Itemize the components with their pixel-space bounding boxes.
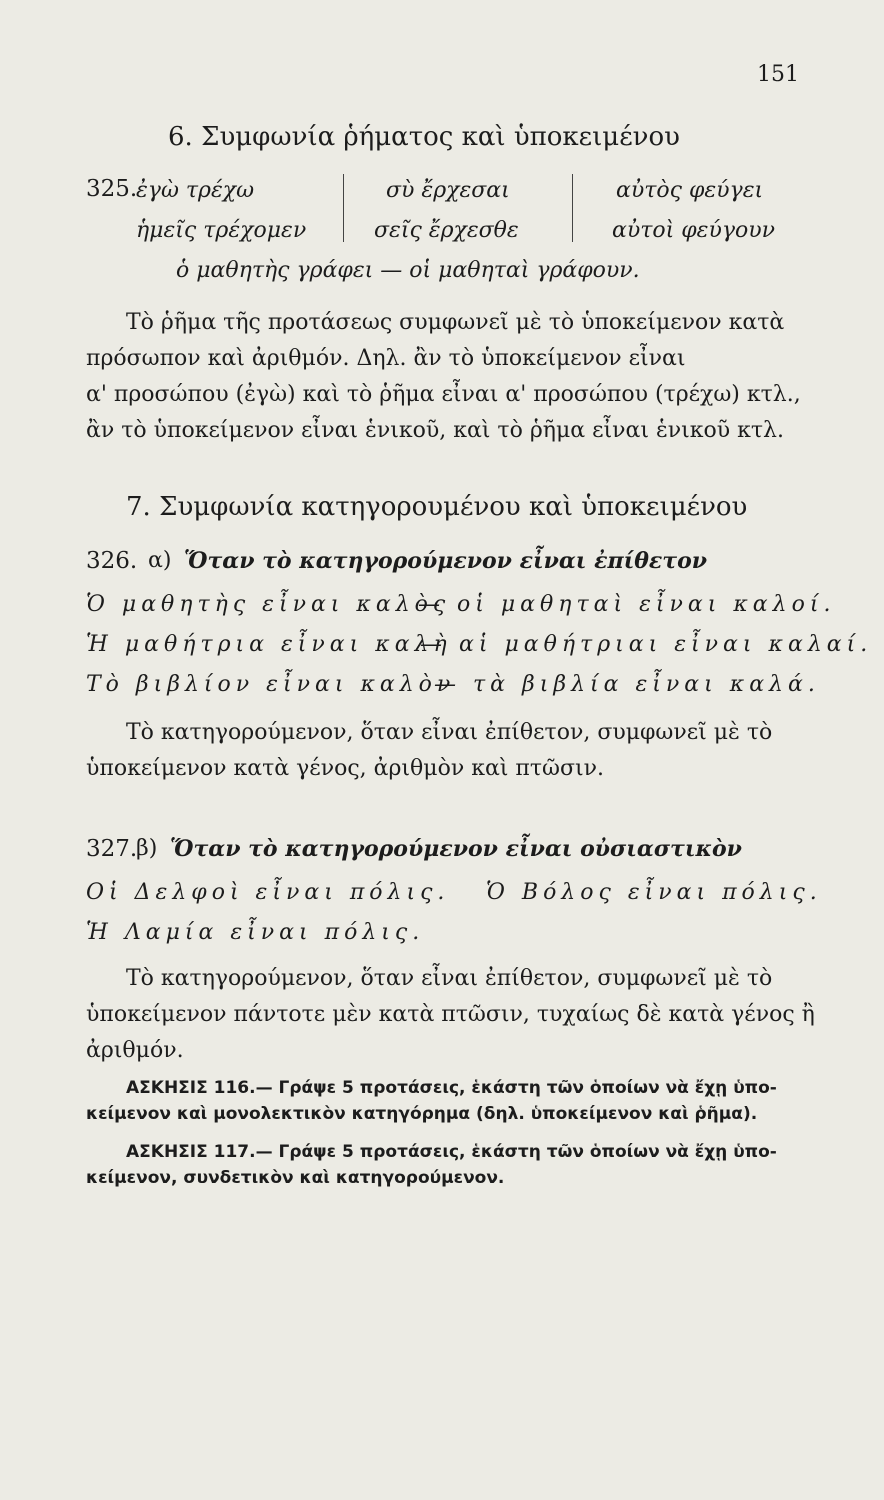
exercise-116-line: ΑΣΚΗΣΙΣ 116.— Γράψε 5 προτάσεις, ἑκάστη τῶν ὁποίων νὰ ἔχῃ ὑπο- xyxy=(126,1078,777,1098)
paragraph-number-326: 326. xyxy=(86,548,138,574)
paragraph-line: ὑποκείμενον κατὰ γένος, ἀριθμὸν καὶ πτῶσιν. xyxy=(86,756,605,781)
exercise-117-line: ΑΣΚΗΣΙΣ 117.— Γράψε 5 προτάσεις, ἑκάστη τῶν ὁποίων νὰ ἔχῃ ὑπο- xyxy=(126,1142,777,1162)
example-line: — οἱ μαθηταὶ εἶναι καλοί. xyxy=(418,592,836,617)
example-line: Ὁ μαθητὴς εἶναι καλὸς xyxy=(86,592,451,617)
example-line: Ὁ Βόλος εἶναι πόλις. xyxy=(486,880,822,905)
example-line: Τὸ βιβλίον εἶναι καλὸν xyxy=(86,672,456,697)
paragraph-line: Τὸ κατηγορούμενον, ὅταν εἶναι ἐπίθετον, συμφωνεῖ μὲ τὸ xyxy=(126,720,773,745)
table-cell: σὺ ἔρχεσαι xyxy=(386,178,510,203)
paragraph-number-325: 325. xyxy=(86,176,138,202)
exercise-117-line: κείμενον, συνδετικὸν καὶ κατηγορούμενον. xyxy=(86,1168,505,1188)
subsection-marker: α) xyxy=(148,548,172,573)
paragraph-line: ὑποκείμενον πάντοτε μὲν κατὰ πτῶσιν, τυχαίως δὲ κατὰ γένος ἢ xyxy=(86,1002,815,1027)
paragraph-line: πρόσωπον καὶ ἀριθμόν. Δηλ. ἂν τὸ ὑποκείμενον εἶναι xyxy=(86,346,686,371)
subsection-marker: β) xyxy=(136,836,158,861)
table-cell: ἡμεῖς τρέχομεν xyxy=(136,218,307,243)
paragraph-line: Τὸ ῥῆμα τῆς προτάσεως συμφωνεῖ μὲ τὸ ὑποκείμενον κατὰ xyxy=(126,310,785,335)
paragraph-number-327: 327. xyxy=(86,836,138,862)
table-cell: ἐγὼ τρέχω xyxy=(136,178,255,203)
subsection-title: Ὅταν τὸ κατηγορούμενον εἶναι οὐσιαστικὸν xyxy=(170,836,742,862)
exercise-116-line: κείμενον καὶ μονολεκτικὸν κατηγόρημα (δηλ. ὑποκείμενον καὶ ῥῆμα). xyxy=(86,1104,758,1124)
example-line: Οἱ Δελφοὶ εἶναι πόλις. xyxy=(86,880,450,905)
paragraph-line: ἀριθμόν. xyxy=(86,1038,184,1063)
section-7-heading: 7. Συμφωνία κατηγορουμένου καὶ ὑποκειμένου xyxy=(126,492,748,522)
paragraph-line: Τὸ κατηγορούμενον, ὅταν εἶναι ἐπίθετον, συμφωνεῖ μὲ τὸ xyxy=(126,966,773,991)
example-line: Ἡ μαθήτρια εἶναι καλὴ xyxy=(86,632,452,657)
paragraph-line: α' προσώπου (ἐγὼ) καὶ τὸ ῥῆμα εἶναι α' προσώπου (τρέχω) κτλ., xyxy=(86,382,801,407)
table-cell: σεῖς ἔρχεσθε xyxy=(374,218,519,243)
subsection-title: Ὅταν τὸ κατηγορούμενον εἶναι ἐπίθετον xyxy=(184,548,708,574)
page-number: 151 xyxy=(757,62,799,87)
example-line: Ἡ Λαμία εἶναι πόλις. xyxy=(86,920,425,945)
example-line: ὁ μαθητὴς γράφει — οἱ μαθηταὶ γράφουν. xyxy=(176,258,640,283)
table-divider xyxy=(343,174,344,242)
section-6-heading: 6. Συμφωνία ῥήματος καὶ ὑποκειμένου xyxy=(168,122,680,152)
table-divider xyxy=(572,174,573,242)
paragraph-line: ἂν τὸ ὑποκείμενον εἶναι ἑνικοῦ, καὶ τὸ ῥῆμα εἶναι ἑνικοῦ κτλ. xyxy=(86,418,784,443)
table-cell: αὐτοὶ φεύγουν xyxy=(612,218,775,243)
example-line: — αἱ μαθήτριαι εἶναι καλαί. xyxy=(420,632,873,657)
example-line: — τὰ βιβλία εἶναι καλά. xyxy=(434,672,820,697)
table-cell: αὐτὸς φεύγει xyxy=(616,178,764,203)
